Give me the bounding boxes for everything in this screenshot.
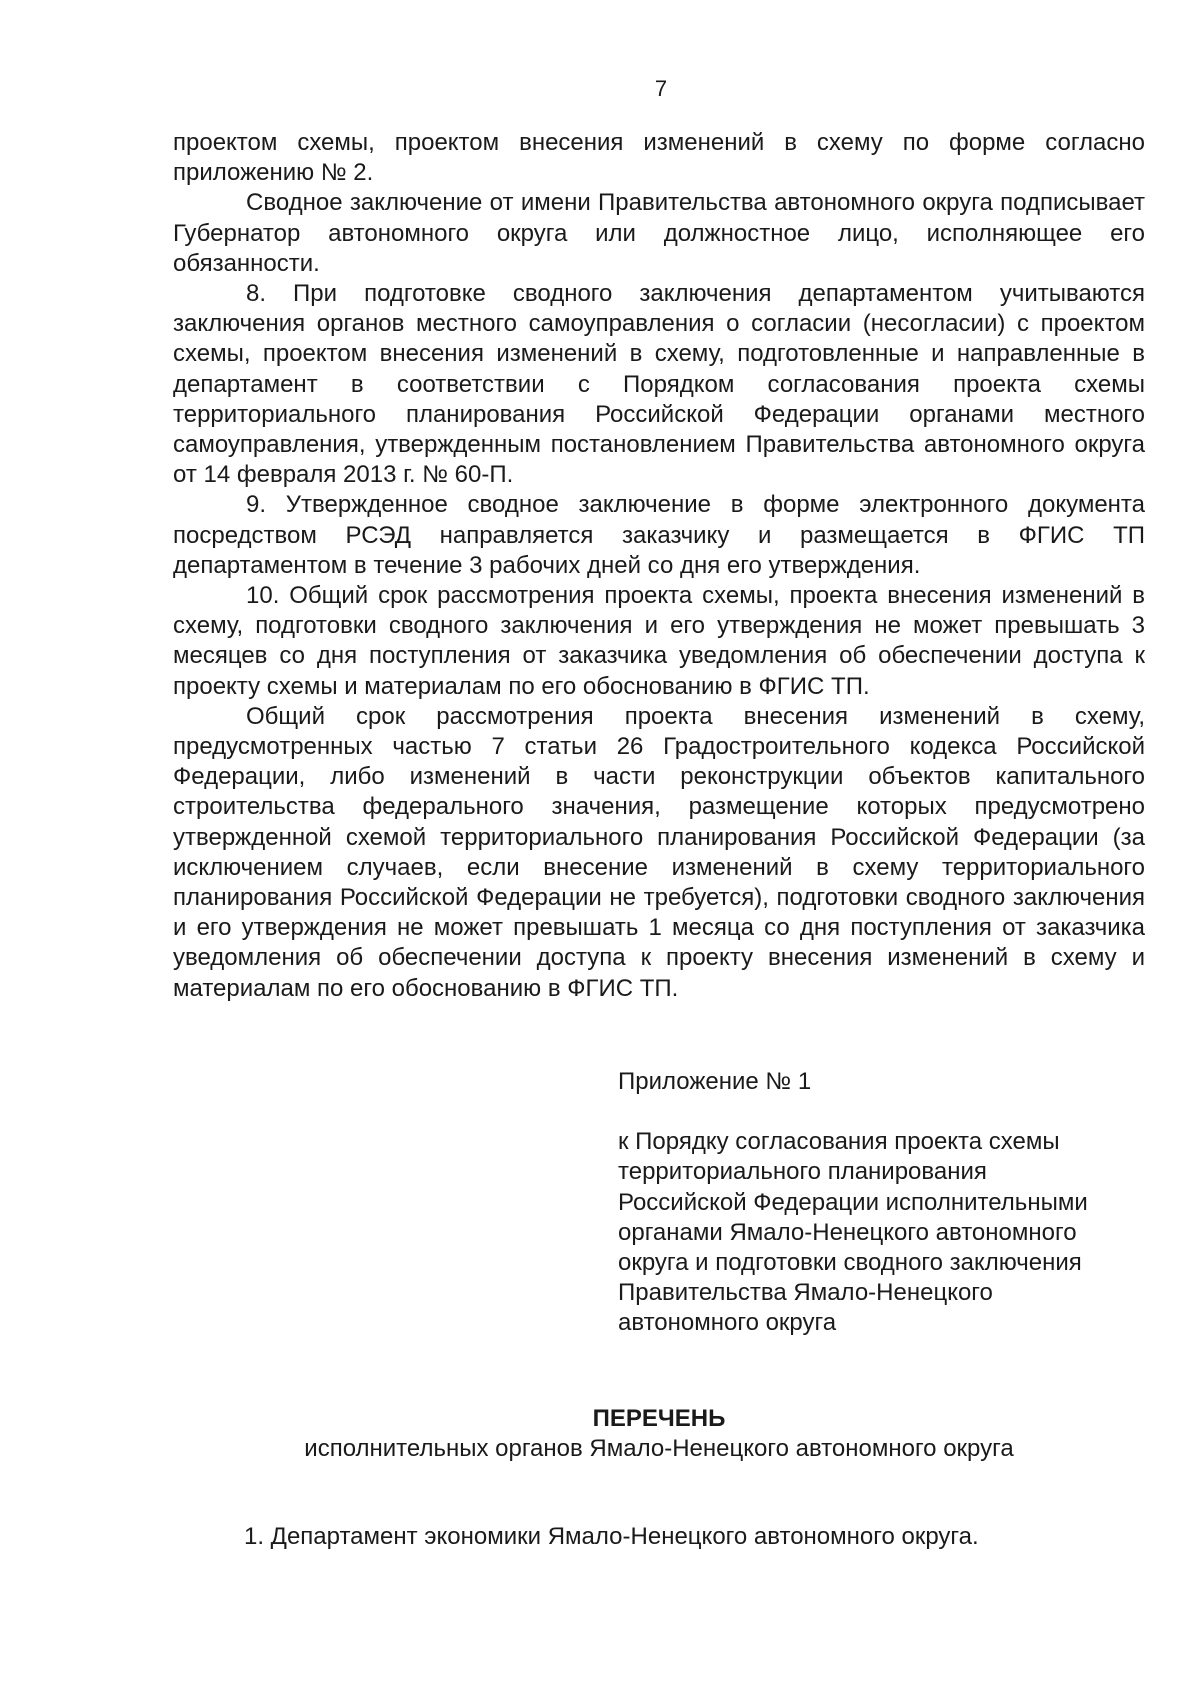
body-text bbox=[173, 128, 1145, 1004]
list-item: 1. Департамент экономики Ямало-Ненецкого автономного округа. bbox=[244, 1523, 979, 1550]
appendix-block bbox=[618, 1067, 1158, 1339]
organ-list bbox=[244, 1522, 1144, 1552]
paragraph: Сводное заключение от имени Правительства автономного округа подписывает Губернатор автономного округа или должностное лицо, исполняющее его обязанности. bbox=[173, 189, 1145, 277]
list-heading bbox=[173, 1404, 1145, 1464]
appendix-title: Приложение № 1 bbox=[618, 1068, 812, 1095]
paragraph-item-10: 10. Общий срок рассмотрения проекта схемы, проекта внесения изменений в схему, подготовки сводного заключения и его утверждения не может превышать 3 месяцев со дня поступления от заказчика уведомления об обеспечении доступа к проекту схемы и материалам по его обоснованию в ФГИС ТП. bbox=[173, 582, 1145, 700]
paragraph-item-8: 8. При подготовке сводного заключения департаментом учитываются заключения органов местного самоуправления о согласии (несогласии) с проектом схемы, проектом внесения изменений в схему, подготовленные и направленные в департамент в соответствии с Порядком согласования проекта схемы территориального планирования Российской Федерации органами местного самоуправления, утвержденным постановлением Правительства автономного округа от 14 февраля 2013 г. № 60-П. bbox=[173, 280, 1145, 489]
list-title: ПЕРЕЧЕНЬ bbox=[592, 1405, 726, 1432]
paragraph: Общий срок рассмотрения проекта внесения изменений в схему, предусмотренных частью 7 статьи 26 Градостроительного кодекса Российской Федерации, либо изменений в части реконструкции объектов капитального строительства федерального значения, размещение которых предусмотрено утвержденной схемой территориального планирования Российской Федерации (за исключением случаев, если внесение изменений в схему территориального планирования Российской Федерации не требуется), подготовки сводного заключения и его утверждения не может превышать 1 месяца со дня поступления от заказчика уведомления об обеспечении доступа к проекту внесения изменений в схему и материалам по его обоснованию в ФГИС ТП. bbox=[173, 702, 1145, 1002]
paragraph-item-9: 9. Утвержденное сводное заключение в форме электронного документа посредством РСЭД направляется заказчику и размещается в ФГИС ТП департаментом в течение 3 рабочих дней со дня его утверждения. bbox=[173, 491, 1145, 579]
appendix-description: к Порядку согласования проекта схемы территориального планирования Российской Федерации исполнительными органами Ямало-Ненецкого автономного округа и подготовки сводного заключения Правительства Ямало-Ненецкого автономного округа bbox=[618, 1128, 1088, 1337]
page-number: 7 bbox=[654, 76, 668, 101]
list-subtitle: исполнительных органов Ямало-Ненецкого автономного округа bbox=[304, 1435, 1014, 1462]
paragraph: проектом схемы, проектом внесения изменений в схему по форме согласно приложению № 2. bbox=[173, 129, 1145, 187]
